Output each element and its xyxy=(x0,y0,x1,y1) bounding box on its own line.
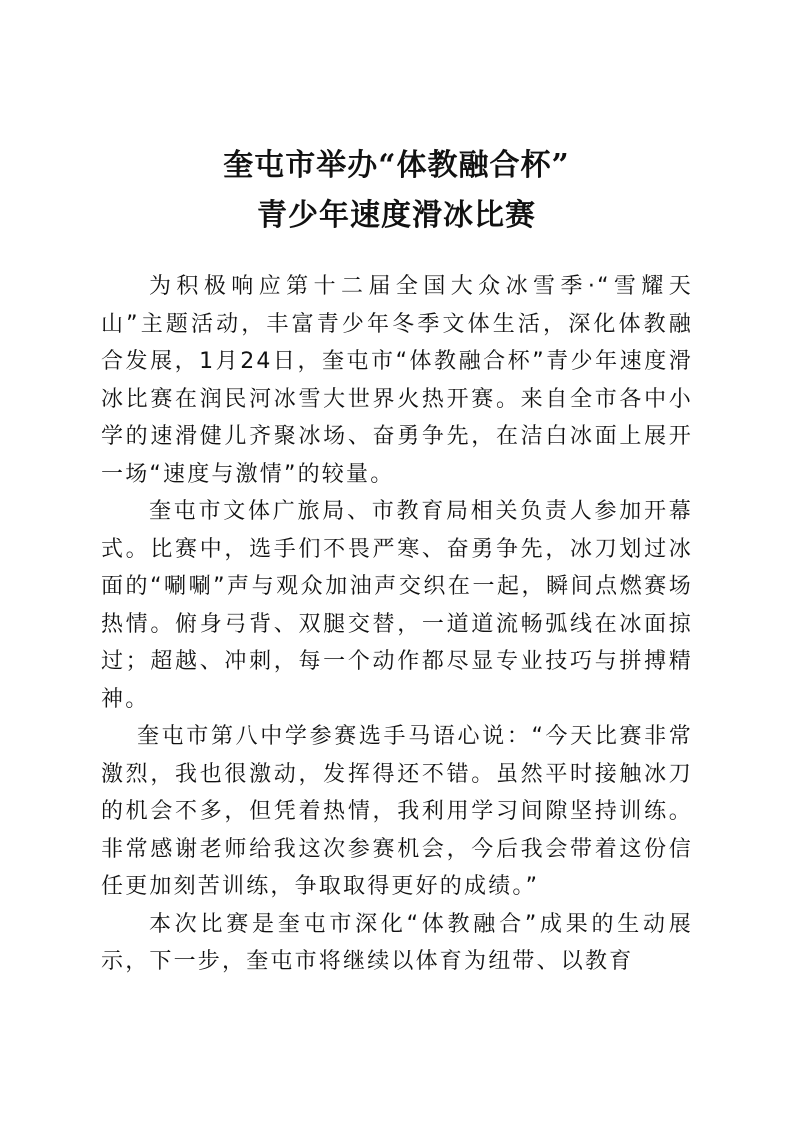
article-body xyxy=(101,268,693,981)
paragraph: 本次比赛是奎屯市深化“体教融合”成果的生动展示，下一步，奎屯市将继续以体育为纽带、以教育 xyxy=(101,911,693,974)
page-title-line-1: 奎屯市举办“体教融合杯” xyxy=(223,148,570,183)
paragraph: 奎屯市文体广旅局、市教育局相关负责人参加开幕式。比赛中，选手们不畏严寒、奋勇争先，冰刀划过冰面的“唰唰”声与观众加油声交织在一起，瞬间点燃赛场热情。俯身弓背、双腿交替，一道道流畅弧线在冰面掠过；超越、冲刺，每一个动作都尽显专业技巧与拼搏精神。 xyxy=(101,499,693,712)
paragraph: 为积极响应第十二届全国大众冰雪季·“雪耀天山”主题活动，丰富青少年冬季文体生活，深化体教融合发展，1月24日，奎屯市“体教融合杯”青少年速度滑冰比赛在润民河冰雪大世界火热开赛。来自全市各中小学的速滑健儿齐聚冰场、奋勇争先，在洁白冰面上展开一场“速度与激情”的较量。 xyxy=(101,274,693,487)
page-title-line-2: 青少年速度滑冰比赛 xyxy=(257,198,536,233)
paragraph: 奎屯市第八中学参赛选手马语心说：“今天比赛非常激烈，我也很激动，发挥得还不错。虽然平时接触冰刀的机会不多，但凭着热情，我利用学习间隙坚持训练。非常感谢老师给我这次参赛机会，今后我会带着这份信任更加刻苦训练，争取取得更好的成绩。” xyxy=(101,724,693,899)
